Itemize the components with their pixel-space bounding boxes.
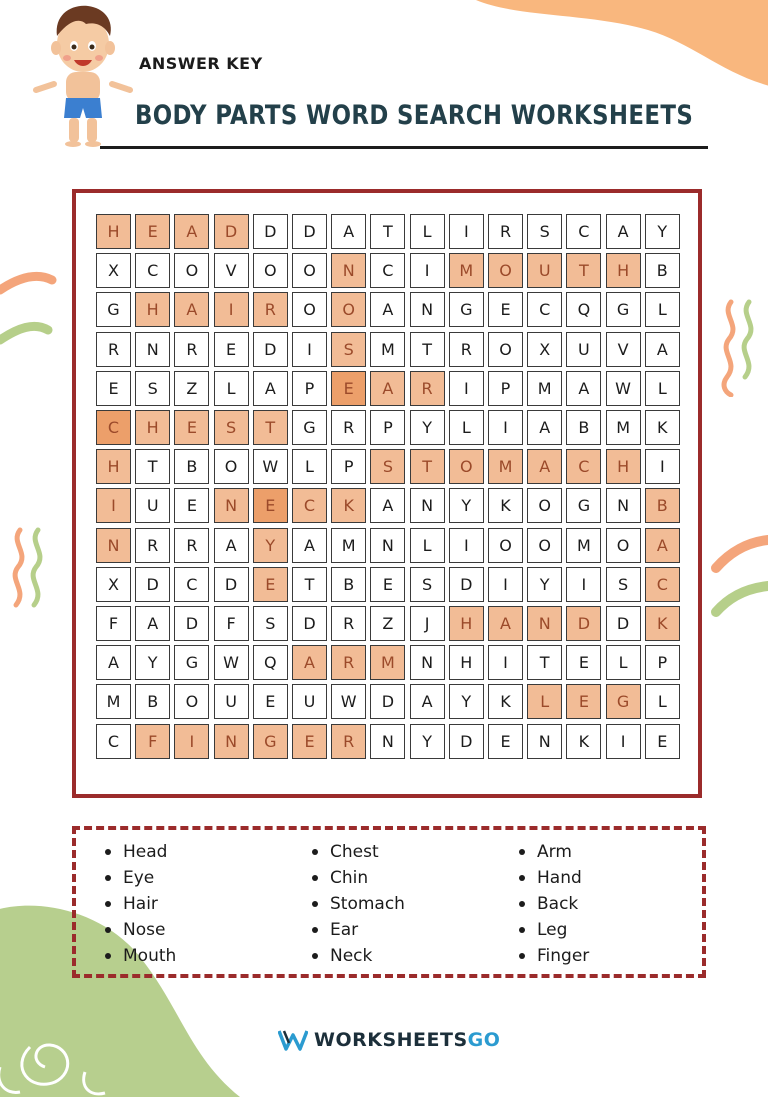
grid-cell: W: [214, 645, 249, 680]
worksheetsgo-logo-icon: [278, 1029, 308, 1051]
grid-cell: M: [96, 684, 131, 719]
grid-cell-highlighted: D: [566, 606, 601, 641]
grid-cell: F: [96, 606, 131, 641]
grid-cell: D: [253, 332, 288, 367]
grid-cell: I: [449, 371, 484, 406]
grid-cell-highlighted: H: [96, 449, 131, 484]
grid-cell: V: [606, 332, 641, 367]
grid-cell-highlighted: G: [253, 724, 288, 759]
grid-cell: A: [292, 528, 327, 563]
grid-cell: Y: [135, 645, 170, 680]
grid-cell-highlighted: E: [292, 724, 327, 759]
grid-cell: D: [135, 567, 170, 602]
grid-cell: N: [410, 292, 445, 327]
decorative-orange-blob: [458, 0, 768, 90]
grid-cell: A: [253, 371, 288, 406]
word-list-item: Arm: [515, 839, 589, 865]
word-list-item: Back: [515, 891, 589, 917]
brand-footer: [278, 1029, 500, 1051]
grid-cell-highlighted: S: [331, 332, 366, 367]
grid-cell: P: [488, 371, 523, 406]
grid-cell: D: [253, 214, 288, 249]
grid-cell: Y: [527, 567, 562, 602]
grid-cell: R: [135, 528, 170, 563]
grid-cell: Q: [566, 292, 601, 327]
grid-cell: W: [331, 684, 366, 719]
decorative-right-bands: [708, 530, 768, 620]
grid-cell: T: [410, 332, 445, 367]
grid-cell: W: [253, 449, 288, 484]
grid-cell-highlighted: E: [253, 488, 288, 523]
grid-cell: T: [370, 214, 405, 249]
grid-cell-highlighted: N: [214, 488, 249, 523]
grid-cell-highlighted: R: [331, 645, 366, 680]
grid-cell-highlighted: E: [174, 410, 209, 445]
grid-cell: G: [174, 645, 209, 680]
grid-cell: R: [174, 528, 209, 563]
grid-cell: M: [527, 371, 562, 406]
grid-cell: A: [135, 606, 170, 641]
grid-cell-highlighted: I: [174, 724, 209, 759]
grid-cell: A: [214, 528, 249, 563]
grid-cell: O: [488, 332, 523, 367]
grid-cell: C: [527, 292, 562, 327]
title-underline: [100, 146, 708, 149]
grid-cell: R: [174, 332, 209, 367]
grid-cell: E: [488, 724, 523, 759]
grid-cell: H: [449, 645, 484, 680]
grid-cell: O: [292, 292, 327, 327]
grid-cell: I: [292, 332, 327, 367]
grid-cell: Y: [410, 724, 445, 759]
grid-cell-highlighted: K: [645, 606, 680, 641]
grid-cell-highlighted: E: [253, 567, 288, 602]
grid-cell: O: [253, 253, 288, 288]
grid-cell: Z: [370, 606, 405, 641]
grid-cell: E: [488, 292, 523, 327]
grid-cell-highlighted: A: [174, 214, 209, 249]
word-list-item: Eye: [101, 865, 176, 891]
grid-cell: O: [488, 528, 523, 563]
grid-cell: I: [645, 449, 680, 484]
grid-cell: J: [410, 606, 445, 641]
grid-cell-highlighted: H: [135, 292, 170, 327]
grid-cell: C: [96, 724, 131, 759]
grid-cell-highlighted: C: [645, 567, 680, 602]
grid-cell: N: [606, 488, 641, 523]
grid-cell-highlighted: K: [331, 488, 366, 523]
decorative-left-squiggles: [0, 525, 55, 620]
grid-cell-highlighted: T: [410, 449, 445, 484]
grid-cell-highlighted: R: [253, 292, 288, 327]
word-list-item: Neck: [308, 943, 405, 969]
grid-cell: I: [410, 253, 445, 288]
grid-cell: P: [370, 410, 405, 445]
grid-cell: O: [174, 684, 209, 719]
decorative-left-bands: [0, 270, 60, 360]
grid-cell-highlighted: M: [370, 645, 405, 680]
grid-cell: P: [292, 371, 327, 406]
grid-cell: A: [370, 292, 405, 327]
grid-cell: I: [449, 528, 484, 563]
grid-cell-highlighted: G: [606, 684, 641, 719]
grid-cell: M: [370, 332, 405, 367]
grid-cell: R: [449, 332, 484, 367]
grid-cell: G: [292, 410, 327, 445]
grid-cell: V: [214, 253, 249, 288]
word-list-item: Chest: [308, 839, 405, 865]
grid-cell: L: [645, 371, 680, 406]
grid-cell-highlighted: A: [292, 645, 327, 680]
grid-cell: O: [292, 253, 327, 288]
grid-cell-highlighted: E: [135, 214, 170, 249]
page-title: BODY PARTS WORD SEARCH WORKSHEETS: [135, 100, 694, 131]
grid-cell: E: [645, 724, 680, 759]
brand-name-part2: GO: [467, 1029, 501, 1051]
grid-cell: S: [606, 567, 641, 602]
grid-cell: N: [527, 724, 562, 759]
grid-cell-highlighted: M: [449, 253, 484, 288]
boy-character-illustration: [32, 2, 134, 150]
grid-cell: M: [566, 528, 601, 563]
grid-cell: G: [566, 488, 601, 523]
grid-cell: O: [527, 528, 562, 563]
grid-cell-highlighted: T: [253, 410, 288, 445]
grid-cell-highlighted: N: [331, 253, 366, 288]
grid-cell: A: [645, 332, 680, 367]
grid-cell: X: [96, 253, 131, 288]
word-list-item: Hand: [515, 865, 589, 891]
grid-cell: D: [449, 724, 484, 759]
grid-cell: G: [606, 292, 641, 327]
grid-cell: K: [488, 684, 523, 719]
grid-cell: N: [135, 332, 170, 367]
grid-cell-highlighted: I: [214, 292, 249, 327]
word-list-item: Finger: [515, 943, 589, 969]
grid-cell: S: [410, 567, 445, 602]
grid-cell-highlighted: H: [449, 606, 484, 641]
word-list-item: Nose: [101, 917, 176, 943]
grid-cell-highlighted: U: [527, 253, 562, 288]
grid-cell: C: [174, 567, 209, 602]
grid-cell: P: [645, 645, 680, 680]
grid-cell: E: [214, 332, 249, 367]
grid-cell-highlighted: A: [645, 528, 680, 563]
grid-cell: S: [253, 606, 288, 641]
grid-cell: B: [174, 449, 209, 484]
grid-cell: O: [174, 253, 209, 288]
word-list-item: Leg: [515, 917, 589, 943]
grid-cell: A: [527, 410, 562, 445]
grid-cell-highlighted: C: [566, 449, 601, 484]
grid-cell: U: [566, 332, 601, 367]
grid-cell-highlighted: M: [488, 449, 523, 484]
word-list-item: Ear: [308, 917, 405, 943]
grid-cell: W: [606, 371, 641, 406]
grid-cell: I: [488, 645, 523, 680]
grid-cell: E: [370, 567, 405, 602]
grid-cell: M: [606, 410, 641, 445]
grid-cell: S: [135, 371, 170, 406]
grid-cell: X: [96, 567, 131, 602]
grid-cell: Y: [645, 214, 680, 249]
grid-cell-highlighted: E: [566, 684, 601, 719]
grid-cell: R: [331, 606, 366, 641]
grid-cell: F: [214, 606, 249, 641]
grid-cell: A: [370, 488, 405, 523]
grid-cell: D: [174, 606, 209, 641]
grid-cell: T: [527, 645, 562, 680]
grid-cell: P: [331, 449, 366, 484]
grid-cell: C: [370, 253, 405, 288]
grid-cell: D: [606, 606, 641, 641]
grid-cell: N: [370, 528, 405, 563]
answer-key-label: ANSWER KEY: [139, 54, 263, 73]
grid-cell-highlighted: O: [331, 292, 366, 327]
grid-cell: Y: [449, 488, 484, 523]
grid-cell: A: [606, 214, 641, 249]
word-list-column-2: [308, 839, 405, 969]
grid-cell-highlighted: H: [606, 253, 641, 288]
grid-cell-highlighted: N: [527, 606, 562, 641]
grid-cell-highlighted: N: [96, 528, 131, 563]
grid-cell-highlighted: R: [331, 724, 366, 759]
brand-name-part1: WORKSHEETS: [314, 1029, 468, 1051]
grid-cell: O: [214, 449, 249, 484]
grid-cell: I: [449, 214, 484, 249]
grid-cell: X: [527, 332, 562, 367]
grid-cell: U: [292, 684, 327, 719]
grid-cell: U: [214, 684, 249, 719]
grid-cell: K: [488, 488, 523, 523]
grid-cell: D: [292, 214, 327, 249]
grid-cell-highlighted: I: [96, 488, 131, 523]
grid-cell: R: [488, 214, 523, 249]
grid-cell-highlighted: F: [135, 724, 170, 759]
grid-cell-highlighted: E: [331, 371, 366, 406]
grid-cell: D: [214, 567, 249, 602]
grid-cell-highlighted: Y: [253, 528, 288, 563]
word-list-item: Mouth: [101, 943, 176, 969]
grid-cell-highlighted: D: [214, 214, 249, 249]
grid-cell-highlighted: A: [174, 292, 209, 327]
grid-cell-highlighted: H: [606, 449, 641, 484]
grid-cell-highlighted: N: [214, 724, 249, 759]
grid-cell: N: [410, 488, 445, 523]
grid-cell: T: [292, 567, 327, 602]
grid-cell: L: [645, 292, 680, 327]
grid-cell: I: [566, 567, 601, 602]
grid-cell: E: [566, 645, 601, 680]
grid-cell: G: [449, 292, 484, 327]
grid-cell-highlighted: O: [488, 253, 523, 288]
grid-cell: B: [566, 410, 601, 445]
grid-cell: L: [410, 528, 445, 563]
grid-cell: L: [645, 684, 680, 719]
grid-cell-highlighted: L: [527, 684, 562, 719]
grid-cell: A: [410, 684, 445, 719]
grid-cell: N: [410, 645, 445, 680]
grid-cell: E: [174, 488, 209, 523]
grid-cell-highlighted: S: [214, 410, 249, 445]
grid-cell: L: [606, 645, 641, 680]
grid-cell: B: [645, 253, 680, 288]
grid-cell: C: [566, 214, 601, 249]
word-list-item: Hair: [101, 891, 176, 917]
grid-cell: G: [96, 292, 131, 327]
word-list-column-1: [101, 839, 176, 969]
grid-cell: M: [331, 528, 366, 563]
grid-cell: Y: [449, 684, 484, 719]
grid-cell-highlighted: R: [410, 371, 445, 406]
grid-cell: E: [96, 371, 131, 406]
grid-cell-highlighted: A: [370, 371, 405, 406]
grid-cell-highlighted: H: [135, 410, 170, 445]
grid-cell: I: [606, 724, 641, 759]
grid-cell-highlighted: O: [449, 449, 484, 484]
grid-cell: D: [449, 567, 484, 602]
grid-cell: S: [527, 214, 562, 249]
word-list-item: Stomach: [308, 891, 405, 917]
grid-cell-highlighted: C: [292, 488, 327, 523]
grid-cell-highlighted: B: [645, 488, 680, 523]
grid-cell: Y: [410, 410, 445, 445]
grid-cell: K: [645, 410, 680, 445]
decorative-right-squiggles: [713, 297, 768, 397]
grid-cell: I: [488, 410, 523, 445]
grid-cell: Z: [174, 371, 209, 406]
grid-cell: L: [214, 371, 249, 406]
word-list-item: Chin: [308, 865, 405, 891]
word-list-item: Head: [101, 839, 176, 865]
grid-cell: L: [449, 410, 484, 445]
grid-cell-highlighted: C: [96, 410, 131, 445]
grid-cell: T: [135, 449, 170, 484]
grid-cell-highlighted: A: [527, 449, 562, 484]
grid-cell: O: [606, 528, 641, 563]
grid-cell: C: [135, 253, 170, 288]
grid-cell-highlighted: S: [370, 449, 405, 484]
grid-cell: B: [135, 684, 170, 719]
grid-cell-highlighted: A: [488, 606, 523, 641]
grid-cell: R: [96, 332, 131, 367]
grid-cell: Q: [253, 645, 288, 680]
grid-cell: L: [410, 214, 445, 249]
grid-cell: I: [488, 567, 523, 602]
grid-cell: A: [96, 645, 131, 680]
grid-cell: E: [253, 684, 288, 719]
grid-cell: O: [527, 488, 562, 523]
grid-cell: L: [292, 449, 327, 484]
grid-cell: B: [331, 567, 366, 602]
grid-cell: U: [135, 488, 170, 523]
grid-cell: D: [292, 606, 327, 641]
grid-cell: R: [331, 410, 366, 445]
grid-cell: A: [566, 371, 601, 406]
grid-cell: K: [566, 724, 601, 759]
word-list-column-3: [515, 839, 589, 969]
grid-cell: D: [370, 684, 405, 719]
grid-cell-highlighted: T: [566, 253, 601, 288]
grid-cell-highlighted: H: [96, 214, 131, 249]
grid-cell: N: [370, 724, 405, 759]
grid-cell: A: [331, 214, 366, 249]
